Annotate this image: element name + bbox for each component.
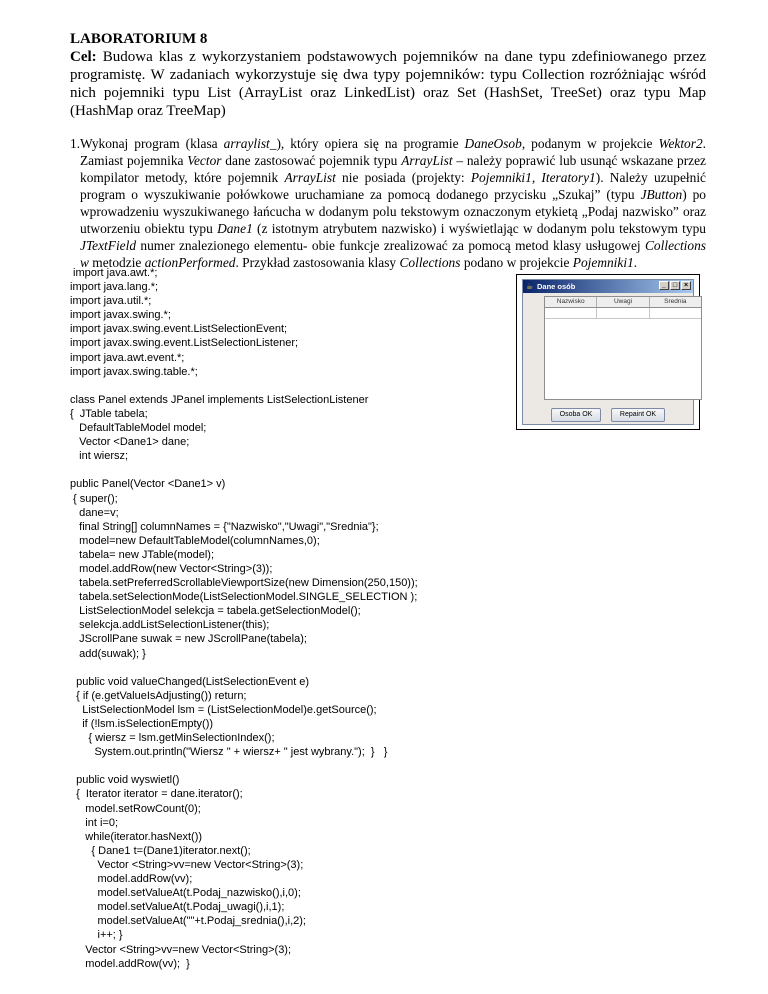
table-header [545,297,701,308]
table-cell[interactable] [597,308,649,318]
goal-text: Budowa klas z wykorzystaniem podstawowych pojemników na dane typu zdefiniowanego przez programistę. W zadaniach wykorzystuje się dwa typy pojemników: typu Collection rozróżniając wśród nich pojemniki typu List (ArrayList oraz LinkedList) oraz Set (HashSet, TreeSet) oraz typu Map (HashMap oraz TreeMap) [70,49,706,119]
repaint-ok-button[interactable]: Repaint OK [611,408,665,422]
goal-label: Cel: [70,49,97,65]
table-cell[interactable] [545,308,597,318]
task-text: Wykonaj program (klasa arraylist_), który opiera się na programie DaneOsob, podanym w projekcie Wektor2. Zamiast pojemnika Vector dane zastosować pojemnik typu ArrayList – należy poprawić lub usunąć wskazane przez kompilator metody, które pojemnik ArrayList nie posiada (projekty: Pojemniki1, Iteratory1). Należy uzupełnić program o wyszukiwanie połówkowe uruchamiane za pomocą dodanego przycisku „Szukaj” (typu JButton) po wprowadzeniu wyszukiwanego łańcucha w dodanym polu tekstowym oznaczonym etykietą „Podaj nazwisko” oraz utworzeniu obiektu typu Dane1 (z istotnym atrybutem nazwisko) i wyświetlając w dodanym polu tekstowym typu JTextField numer znalezionego elementu- obie funkcje zrealizować za pomocą metod klasy usługowej Collections w metodzie actionPerformed. Przykład zastosowania klasy Collections podano w projekcie Pojemniki1. [80,136,707,270]
osoba-ok-button[interactable]: Osoba OK [551,408,601,422]
maximize-icon[interactable]: □ [670,281,680,290]
minimize-icon[interactable]: _ [659,281,669,290]
column-header[interactable]: Srednia [664,298,687,305]
screenshot-frame [516,274,700,430]
table-row[interactable] [545,308,701,319]
java-cup-icon: ☕ [526,282,534,291]
code-listing: import java.awt.*; import java.lang.*; import java.util.*; import javax.swing.*; import javax.swing.event.ListSelectionEvent; import javax.swing.event.ListSelectionListener; import java.awt.event.*; import javax.swing.table.*; class Panel extends JPanel implements ListSelectionListener { JTable tabela; DefaultTableModel model; Vector <Dane1> dane; int wiersz; public Panel(Vector <Dane1> v) { super(); dane=v; final String[] columnNames = {"Nazwisko","Uwagi","Srednia"}; model=new DefaultTableModel(columnNames,0); tabela= new JTable(model); model.addRow(new Vector<String>(3)); tabela.setPreferredScrollableViewportSize(new Dimension(250,150)); tabela.setSelectionMode(ListSelectionModel.SINGLE_SELECTION ); ListSelectionModel selekcja = tabela.getSelectionModel(); selekcja.addListSelectionListener(this); JScrollPane suwak = new JScrollPane(tabela); add(suwak); } public void valueChanged(ListSelectionEvent e) { if (e.getValueIsAdjusting()) return; ListSelectionModel lsm = (ListSelectionModel)e.getSource(); if (!lsm.isSelectionEmpty()) { wiersz = lsm.getMinSelectionIndex(); System.out.println("Wiersz " + wiersz+ " jest wybrany."); } } public void wyswietl() { Iterator iterator = dane.iterator(); model.setRowCount(0); int i=0; while(iterator.hasNext()) { Dane1 t=(Dane1)iterator.next(); Vector <String>vv=new Vector<String>(3); model.addRow(vv); model.setValueAt(t.Podaj_nazwisko(),i,0); model.setValueAt(t.Podaj_uwagi(),i,1); model.setValueAt(""+t.Podaj_srednia(),i,2); i++; } Vector <String>vv=new Vector<String>(3); model.addRow(vv); } [70,267,418,970]
column-header[interactable]: Uwagi [597,297,649,307]
data-table[interactable] [544,296,702,400]
close-icon[interactable]: × [681,281,691,290]
table-cell[interactable] [650,308,701,318]
task-number: 1. [70,136,81,151]
lab-title: LABORATORIUM 8 [70,31,208,47]
goal-paragraph [70,48,706,120]
window-titlebar [523,280,693,293]
task-1 [70,135,706,271]
swing-window [522,279,694,425]
column-header[interactable]: Nazwisko [545,297,597,307]
document-header [70,30,706,120]
window-title: Dane osób [537,282,576,291]
